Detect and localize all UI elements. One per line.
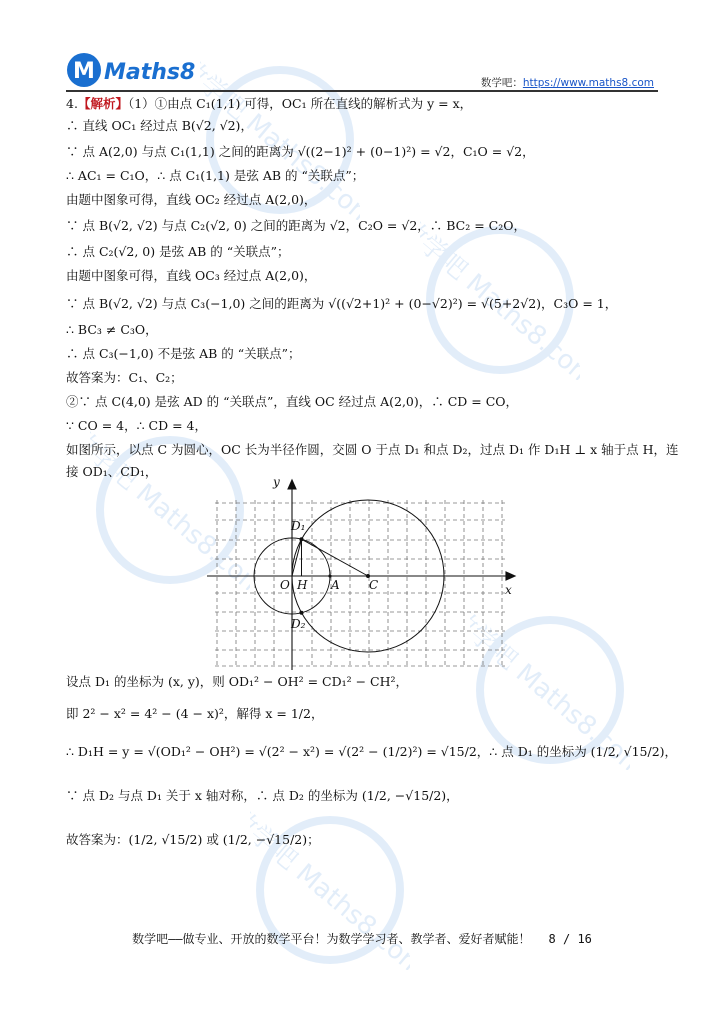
label-d1: D₁ — [291, 519, 306, 533]
svg-text:数学吧 Maths8.com: 数学吧 Maths8.com — [250, 810, 410, 970]
question-number: 4. — [66, 96, 78, 111]
label-d2: D₂ — [291, 617, 306, 631]
solution-line: 由题中图象可得，直线 OC₂ 经过点 A(2,0)， — [66, 192, 317, 207]
axes — [207, 480, 515, 670]
footer-slogan: 数学吧——做专业、开放的数学平台！为数学学习者、教学者、爱好者赋能！ — [132, 932, 531, 946]
svg-text:数学吧 Maths8.com: 数学吧 Maths8.com — [200, 60, 360, 220]
line-text: （1）①由点 C₁(1,1) 可得，OC₁ 所在直线的解析式为 y = x， — [127, 96, 473, 111]
page-header — [66, 50, 658, 92]
solution-line: 即 2² − x² = 4² − (4 − x)²，解得 x = 1/2， — [66, 706, 324, 721]
solution-line: 故答案为：C₁、C₂； — [66, 370, 183, 385]
y-axis-label: y — [273, 478, 280, 489]
page-number: 8 / 16 — [548, 932, 592, 946]
solution-line: ∵ 点 B(√2, √2) 与点 C₃(−1,0) 之间的距离为 √((√2+1)² + (0−√2)²) = √(5+2√2)，C₃O = 1， — [66, 296, 618, 311]
svg-text:数学吧 Maths8.com: 数学吧 Maths8.com — [90, 430, 250, 590]
label-c: C — [369, 578, 379, 592]
svg-text:Maths8: Maths8 — [104, 60, 196, 85]
solution-line — [66, 94, 472, 114]
site-label: 数学吧： — [480, 77, 523, 89]
solution-line: ∵ 点 A(2,0) 与点 C₁(1,1) 之间的距离为 √((2−1)² + (0−1)²) = √2，C₁O = √2， — [66, 144, 535, 159]
svg-text:M: M — [73, 59, 95, 84]
grid — [215, 500, 505, 668]
x-axis-label: x — [505, 583, 512, 597]
solution-line: ∴ 直线 OC₁ 经过点 B(√2, √2)， — [66, 118, 253, 133]
coordinate-graph — [205, 478, 525, 670]
solution-line: ∴ AC₁ = C₁O，∴ 点 C₁(1,1) 是弦 AB 的 “关联点”； — [66, 168, 365, 183]
solution-line: 接 OD₁、CD₁， — [66, 464, 158, 479]
site-link[interactable]: https://www.maths8.com — [522, 77, 654, 89]
site-reference — [481, 75, 654, 90]
solution-line: ∵ 点 D₂ 与点 D₁ 关于 x 轴对称，∴ 点 D₂ 的坐标为 (1/2, −√15/2)， — [66, 788, 459, 803]
solution-line: ∵ 点 B(√2, √2) 与点 C₂(√2, 0) 之间的距离为 √2，C₂O = √2，∴ BC₂ = C₂O， — [66, 218, 526, 233]
svg-text:数学吧 Maths8.com: 数学吧 Maths8.com — [470, 610, 630, 770]
solution-line: ∴ BC₃ ≠ C₃O， — [66, 322, 158, 337]
solution-line: ∵ CO = 4，∴ CD = 4， — [66, 418, 207, 433]
solution-line: 由题中图象可得，直线 OC₃ 经过点 A(2,0)， — [66, 268, 317, 283]
maths8-logo — [66, 50, 206, 90]
solution-line: ∴ D₁H = y = √(OD₁² − OH²) = √(2² − x²) = √(2² − (1/2)²) = √15/2，∴ 点 D₁ 的坐标为 (1/2, √15/2)， — [66, 744, 678, 759]
solution-line: ②∵ 点 C(4,0) 是弦 AD 的 “关联点”，直线 OC 经过点 A(2,0)，∴ CD = CO， — [66, 394, 519, 409]
solution-line: 故答案为：(1/2, √15/2) 或 (1/2, −√15/2)； — [66, 832, 320, 847]
svg-text:数学吧 Maths8.com: 数学吧 Maths8.com — [420, 220, 580, 380]
page-footer — [66, 930, 658, 947]
label-o: O — [280, 578, 290, 592]
label-a: A — [331, 578, 340, 592]
point-labels — [272, 478, 512, 631]
solution-line: 如图所示，以点 C 为圆心，OC 长为半径作圆，交圆 O 于点 D₁ 和点 D₂，过点 D₁ 作 D₁H ⊥ x 轴于点 H，连 — [66, 442, 679, 457]
solution-line: 设点 D₁ 的坐标为 (x, y)，则 OD₁² − OH² = CD₁² − CH²， — [66, 674, 409, 689]
solution-line: ∴ 点 C₂(√2, 0) 是弦 AB 的 “关联点”； — [66, 244, 290, 259]
solution-line: ∴ 点 C₃(−1,0) 不是弦 AB 的 “关联点”； — [66, 346, 301, 361]
label-h: H — [297, 578, 308, 592]
header-rule — [66, 90, 658, 92]
analysis-tag: 【解析】 — [77, 96, 128, 111]
